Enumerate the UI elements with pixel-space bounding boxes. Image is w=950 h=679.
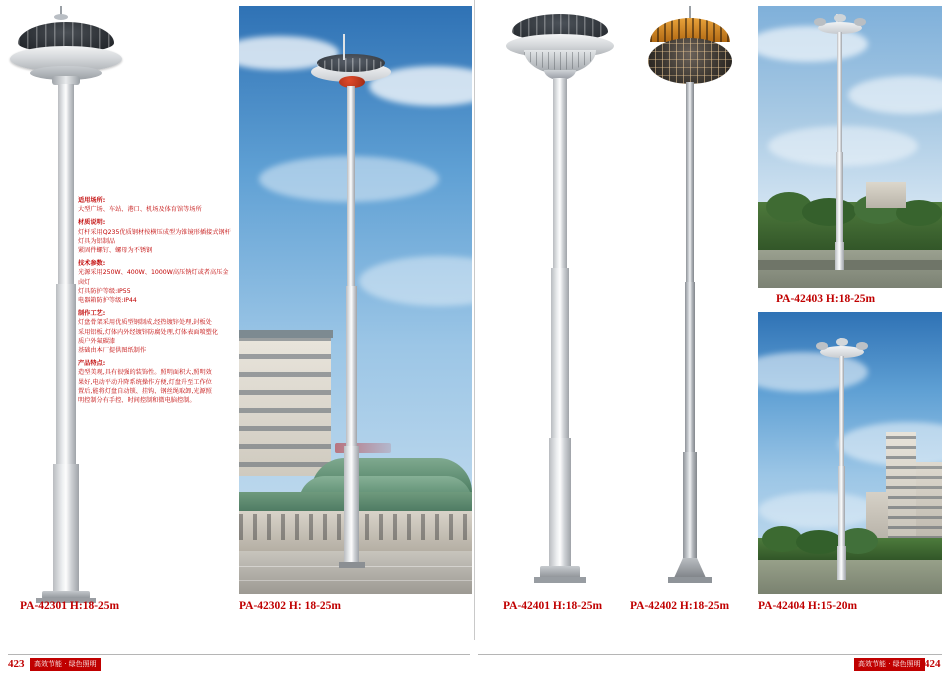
spec-line-8: 电器箱防护等级:IP44 xyxy=(78,297,137,305)
spec-line-4: 紧固件螺钉、螺母为不锈钢 xyxy=(78,247,153,255)
footer-banner-right: 高效节能 · 绿色照明 xyxy=(854,658,925,671)
spec-heading-4: 制作工艺: xyxy=(78,310,106,318)
product-photo-42404 xyxy=(758,312,942,594)
spec-heading-1: 适用场所: xyxy=(78,197,106,204)
page-number-left: 423 xyxy=(8,658,25,670)
spec-heading-2: 材质说明: xyxy=(78,219,106,227)
caption-42402: PA-42402 H:18-25m xyxy=(630,600,730,612)
caption-42302: PA-42302 H: 18-25m xyxy=(239,600,341,612)
spec-line-2: 灯杆采用Q235优质钢材按横压成型为锥镜形插接式钢杆 xyxy=(78,228,231,236)
spec-line-16: 明控制分有手控、时间控制和微电脑控制。 xyxy=(78,397,196,405)
spec-line-14: 果好,电动平动升降系统操作方便,灯盘升至工作位 xyxy=(78,378,212,386)
specification-text xyxy=(78,196,248,409)
caption-42403: PA-42403 H:18-25m xyxy=(776,293,876,305)
spec-line-7: 灯具防护等级:IP55 xyxy=(78,287,131,295)
spec-line-12: 基础由本厂提供图纸制作 xyxy=(78,347,147,355)
footer-divider-left xyxy=(8,654,470,655)
spec-heading-3: 技术参数: xyxy=(78,260,106,268)
footer-left xyxy=(8,658,208,671)
spec-line-1: 大型广场、车站、港口、机场及体育馆等场所 xyxy=(78,206,202,214)
page-number-right: 424 xyxy=(924,658,941,670)
caption-42401: PA-42401 H:18-25m xyxy=(503,600,603,612)
spec-line-5: 光源采用250W、400W、1000W高压钠灯或者高压金 xyxy=(78,269,229,277)
footer-banner-left: 高效节能 · 绿色照明 xyxy=(30,658,101,671)
spec-line-15: 置后,能将灯盘自动锁、挂钩、钢丝绳取卸,光源照 xyxy=(78,387,212,395)
product-illustration-42401 xyxy=(500,6,620,594)
spec-line-13: 造型美观,具有很强的装饰性。照明面积大,照明效 xyxy=(78,369,212,377)
spec-line-9: 灯盘骨架采用优质型钢制成,经热镀锌处理,封板处 xyxy=(78,319,212,327)
caption-42301: PA-42301 H:18-25m xyxy=(20,600,120,612)
spec-line-10: 采用铝板,灯体内外经镀锌防腐处理,灯体表面喷塑化 xyxy=(78,328,219,336)
footer-divider-right xyxy=(478,654,942,655)
caption-42404: PA-42404 H:15-20m xyxy=(758,600,858,612)
page-spine xyxy=(474,0,475,640)
product-illustration-42402 xyxy=(630,6,750,594)
spec-heading-5: 产品特点: xyxy=(78,360,106,368)
product-photo-42403 xyxy=(758,6,942,288)
spec-line-3: 灯具为铝制品 xyxy=(78,237,116,245)
spec-line-6: 卤灯 xyxy=(78,278,91,286)
product-photo-42302 xyxy=(239,6,472,594)
spec-line-11: 质户外氟碳漆 xyxy=(78,337,116,345)
footer-right xyxy=(742,658,942,671)
